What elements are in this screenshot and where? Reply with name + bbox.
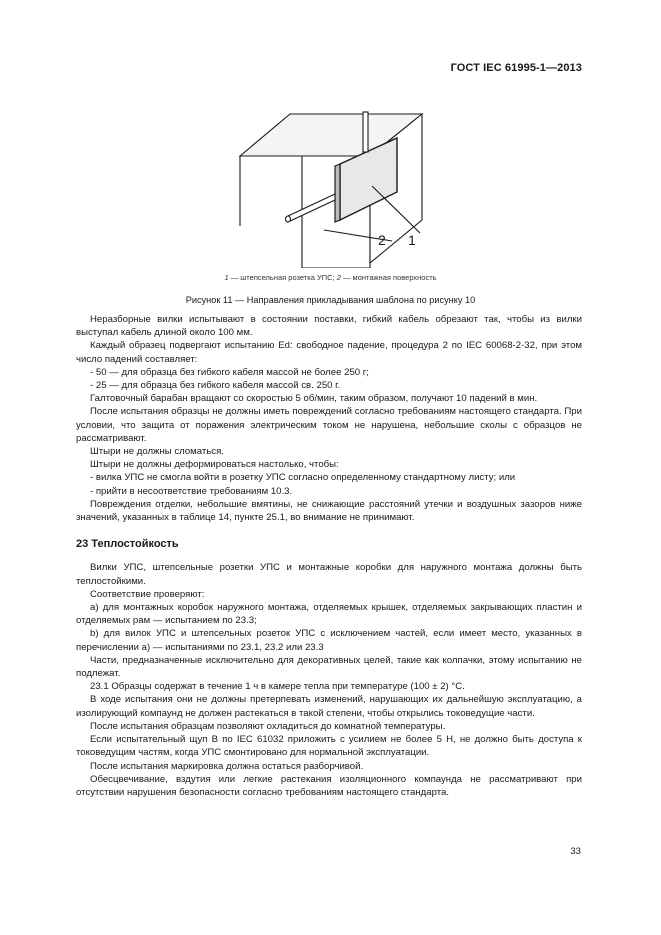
paragraph: Вилки УПС, штепсельные розетки УПС и монтажные коробки для наружного монтажа должны быть теплостойкими. [76, 562, 582, 587]
legend-text-2: — монтажная поверхность [340, 273, 437, 282]
paragraph: Штыри не должны деформироваться настолько, чтобы: [90, 459, 339, 471]
figure-caption: Рисунок 11 — Направления прикладывания шаблона по рисунку 10 [185, 295, 476, 305]
paragraph: Части, предназначенные исключительно для декоративных целей, такие как колпачки, этому испытанию не подлежат. [76, 654, 582, 680]
paragraph: После испытания маркировка должна остаться разборчивой. [90, 760, 364, 772]
document-header: ГОСТ IEC 61995-1—2013 [450, 62, 582, 74]
legend-number-2: 2 [336, 273, 341, 282]
figure-legend [0, 273, 661, 282]
list-item: b) для вилок УПС и штепсельных розеток УПС с исключением частей, если имеет место, указанных в перечислении а) — испытаниями по 23.1, 23.2 или 23.3 [76, 628, 582, 653]
paragraph: Неразборные вилки испытывают в состоянии поставки, гибкий кабель обрезают так, чтобы из вилки выступал кабель длиной около 100 мм. [76, 314, 582, 339]
legend-number-1: 1 [224, 273, 229, 282]
paragraph: Если испытательный щуп B по IEC 61032 приложить с усилием не более 5 Н, не должно быть доступа к токоведущим частям, когда УПС смонтировано для нормальной эксплуатации. [76, 734, 582, 759]
figure-label-1: 1 [408, 232, 416, 248]
paragraph: После испытания образцам позволяют охладиться до комнатной температуры. [90, 720, 446, 732]
figure-label-2: 2 [378, 232, 386, 248]
paragraph: 23.1 Образцы содержат в течение 1 ч в камере тепла при температуре (100 ± 2) °С. [90, 681, 465, 693]
list-item: - вилка УПС не смогла войти в розетку УПС согласно определенному стандартному листу; или [90, 472, 516, 484]
paragraph: В ходе испытания они не должны претерпевать изменений, нарушающих их дальнейшую эксплуатацию, а изолирующий компаунд не должен растекаться в такой степени, чтобы открылись токоведущие части. [76, 694, 582, 719]
paragraph: После испытания образцы не должны иметь повреждений согласно требованиям настоящего стандарта. При условии, что защита от поражения электрическим током не нарушена, небольшие сколы с образцов не рассматривают. [76, 406, 582, 444]
list-item: а) для монтажных коробок наружного монтажа, отделяемых крышек, отделяемых закрывающих пластин и отделяемых рам — испытанием по 23.3; [76, 602, 582, 627]
paragraph: Штыри не должны сломаться. [90, 446, 224, 458]
figure-11-drawing [232, 108, 432, 268]
socket-plate-edge [335, 164, 340, 222]
legend-text-1: — штепсельная розетка УПС; [228, 273, 337, 282]
paragraph: Соответствие проверяют: [90, 588, 205, 600]
list-item: - 50 — для образца без гибкого кабеля массой не более 250 г; [90, 366, 369, 378]
paragraph: Каждый образец подвергают испытанию Ed: свободное падение, процедура 2 по IEC 60068-2-32, при этом число падений составляет: [76, 340, 582, 365]
section-title: 23 Теплостойкость [76, 538, 179, 551]
list-item: - прийти в несоответствие требованиям 10.3. [90, 485, 293, 497]
paragraph: Повреждения отделки, небольшие вмятины, не снижающие расстояний утечки и воздушных зазоров ниже значений, указанных в таблице 14, пункте 25.1, во внимание не принимают. [76, 498, 582, 524]
vertical-rod [363, 112, 368, 152]
page-number: 33 [570, 846, 581, 857]
socket-diagram [232, 108, 432, 268]
body-text [76, 313, 582, 799]
paragraph: Галтовочный барабан вращают со скоростью 5 об/мин, таким образом, получают 10 падений в мин. [90, 393, 538, 405]
list-item: - 25 — для образца без гибкого кабеля массой св. 250 г. [90, 380, 341, 392]
paragraph: Обесцвечивание, вздутия или легкие растекания изоляционного компаунда не рассматривают при отсутствии нарушения безопасности согласно требованиям настоящего стандарта. [76, 773, 582, 798]
